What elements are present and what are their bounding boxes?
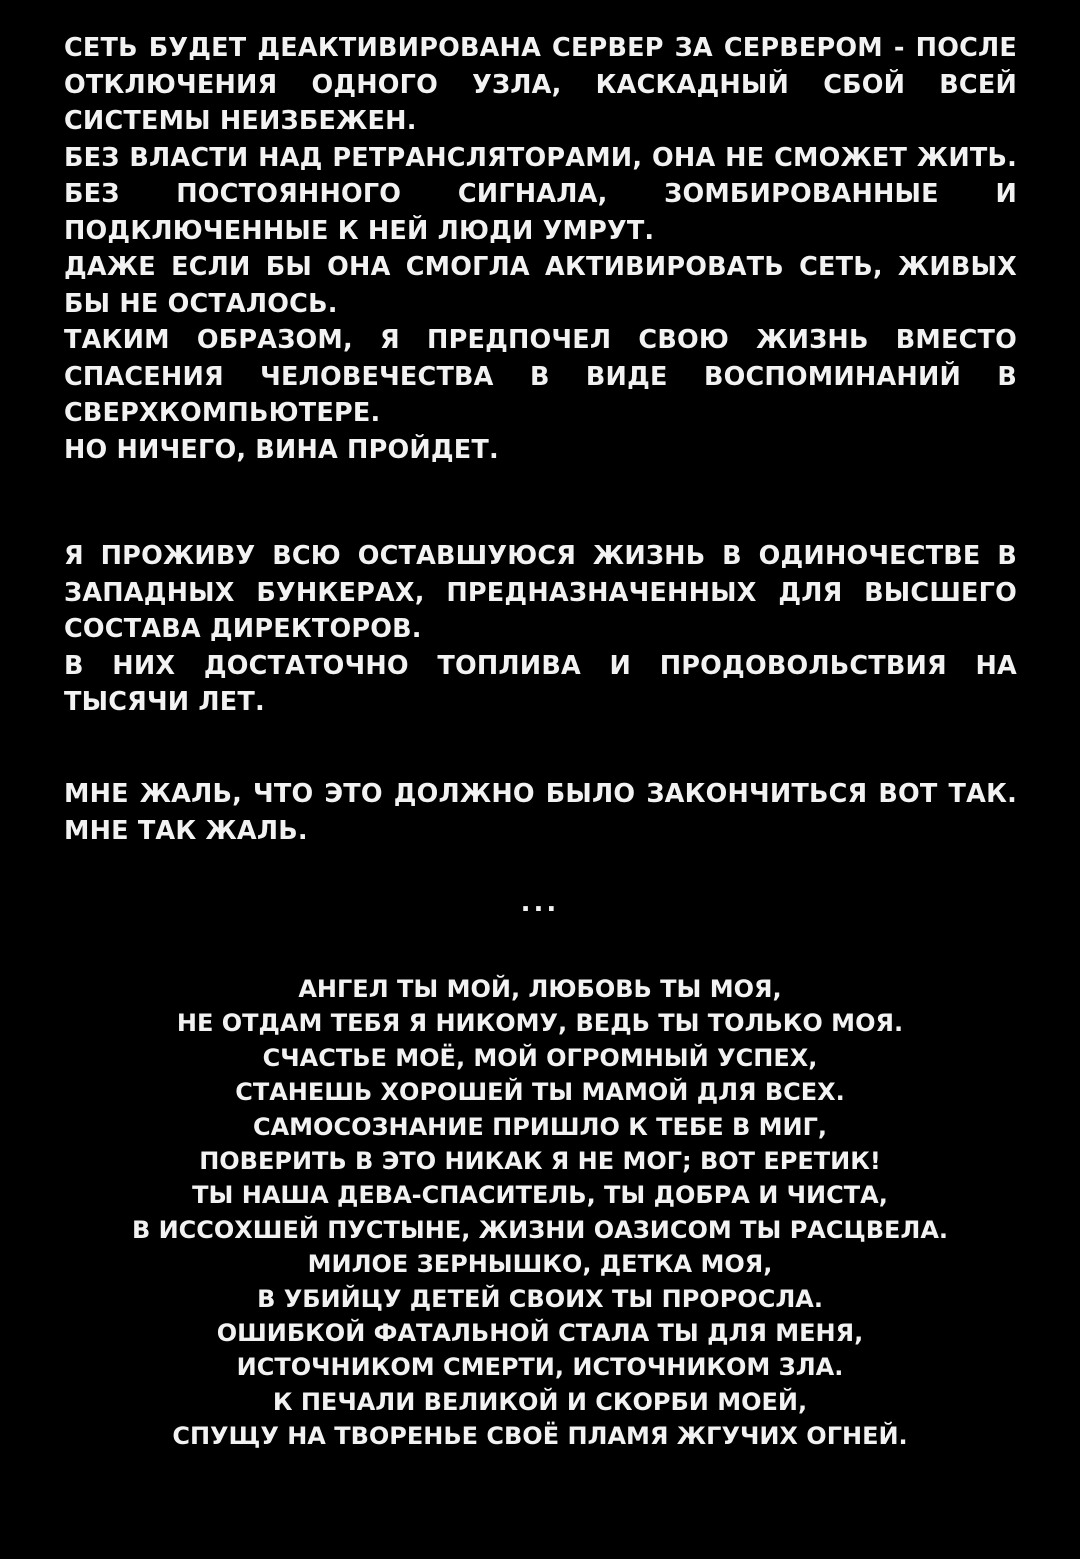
poem-line: ТЫ НАША ДЕВА-СПАСИТЕЛЬ, ТЫ ДОБРА И ЧИСТА, <box>192 1181 888 1210</box>
poem-line: МИЛОЕ ЗЕРНЫШКО, ДЕТКА МОЯ, <box>307 1250 773 1279</box>
poem-line: СЧАСТЬЕ МОЁ, МОЙ ОГРОМНЫЙ УСПЕХ, <box>262 1043 818 1072</box>
paragraph: СЕТЬ БУДЕТ ДЕАКТИВИРОВАНА СЕРВЕР ЗА СЕРВЕРОМ - ПОСЛЕ ОТКЛЮЧЕНИЯ ОДНОГО УЗЛА, КАСКАДНЫЙ СБОЙ ВСЕЙ СИСТЕМЫ НЕИЗБЕЖЕН. <box>64 33 1017 136</box>
poem-line: ОШИБКОЙ ФАТАЛЬНОЙ СТАЛА ТЫ ДЛЯ МЕНЯ, <box>216 1319 864 1348</box>
poem-line: ИСТОЧНИКОМ СМЕРТИ, ИСТОЧНИКОМ ЗЛА. <box>236 1353 844 1382</box>
poem-line: ПОВЕРИТЬ В ЭТО НИКАК Я НЕ МОГ; ВОТ ЕРЕТИК! <box>199 1147 881 1176</box>
poem-line: АНГЕЛ ТЫ МОЙ, ЛЮБОВЬ ТЫ МОЯ, <box>298 975 782 1003</box>
poem-line: САМОСОЗНАНИЕ ПРИШЛО К ТЕБЕ В МИГ, <box>252 1112 828 1141</box>
narration-block-1 <box>64 30 1017 468</box>
paragraph: МНЕ ЖАЛЬ, ЧТО ЭТО ДОЛЖНО БЫЛО ЗАКОНЧИТЬСЯ ВОТ ТАК. МНЕ ТАК ЖАЛЬ. <box>64 779 1017 846</box>
paragraph: НО НИЧЕГО, ВИНА ПРОЙДЕТ. <box>64 434 499 465</box>
poem-line: К ПЕЧАЛИ ВЕЛИКОЙ И СКОРБИ МОЕЙ, <box>272 1387 808 1416</box>
paragraph: В НИХ ДОСТАТОЧНО ТОПЛИВА И ПРОДОВОЛЬСТВИЯ НА ТЫСЯЧИ ЛЕТ. <box>64 650 1017 717</box>
paragraph: Я ПРОЖИВУ ВСЮ ОСТАВШУЮСЯ ЖИЗНЬ В ОДИНОЧЕСТВЕ В ЗАПАДНЫХ БУНКЕРАХ, ПРЕДНАЗНАЧЕННЫХ ДЛЯ ВЫСШЕГО СОСТАВА ДИРЕКТОРОВ. <box>64 541 1017 644</box>
poem-line: СПУЩУ НА ТВОРЕНЬЕ СВОЁ ПЛАМЯ ЖГУЧИХ ОГНЕЙ. <box>172 1422 908 1451</box>
paragraph: ТАКИМ ОБРАЗОМ, Я ПРЕДПОЧЕЛ СВОЮ ЖИЗНЬ ВМЕСТО СПАСЕНИЯ ЧЕЛОВЕЧЕСТВА В ВИДЕ ВОСПОМИНАНИЙ В СВЕРХКОМПЬЮТЕРЕ. <box>64 325 1017 428</box>
poem-line: В ИССОХШЕЙ ПУСТЫНЕ, ЖИЗНИ ОАЗИСОМ ТЫ РАСЦВЕЛА. <box>131 1215 949 1244</box>
poem <box>40 972 1040 1454</box>
poem-line: НЕ ОТДАМ ТЕБЯ Я НИКОМУ, ВЕДЬ ТЫ ТОЛЬКО МОЯ. <box>176 1009 904 1038</box>
poem-line: В УБИЙЦУ ДЕТЕЙ СВОИХ ТЫ ПРОРОСЛА. <box>257 1284 823 1313</box>
paragraph: ДАЖЕ ЕСЛИ БЫ ОНА СМОГЛА АКТИВИРОВАТЬ СЕТЬ, ЖИВЫХ БЫ НЕ ОСТАЛОСЬ. <box>64 252 1017 319</box>
poem-line: СТАНЕШЬ ХОРОШЕЙ ТЫ МАМОЙ ДЛЯ ВСЕХ. <box>235 1078 845 1107</box>
narration-block-2 <box>64 538 1017 721</box>
section-separator: ... <box>520 888 560 918</box>
paragraph: БЕЗ ВЛАСТИ НАД РЕТРАНСЛЯТОРАМИ, ОНА НЕ СМОЖЕТ ЖИТЬ. БЕЗ ПОСТОЯННОГО СИГНАЛА, ЗОМБИРОВАННЫЕ И ПОДКЛЮЧЕННЫЕ К НЕЙ ЛЮДИ УМРУТ. <box>64 142 1017 246</box>
narration-block-3 <box>64 776 1017 849</box>
